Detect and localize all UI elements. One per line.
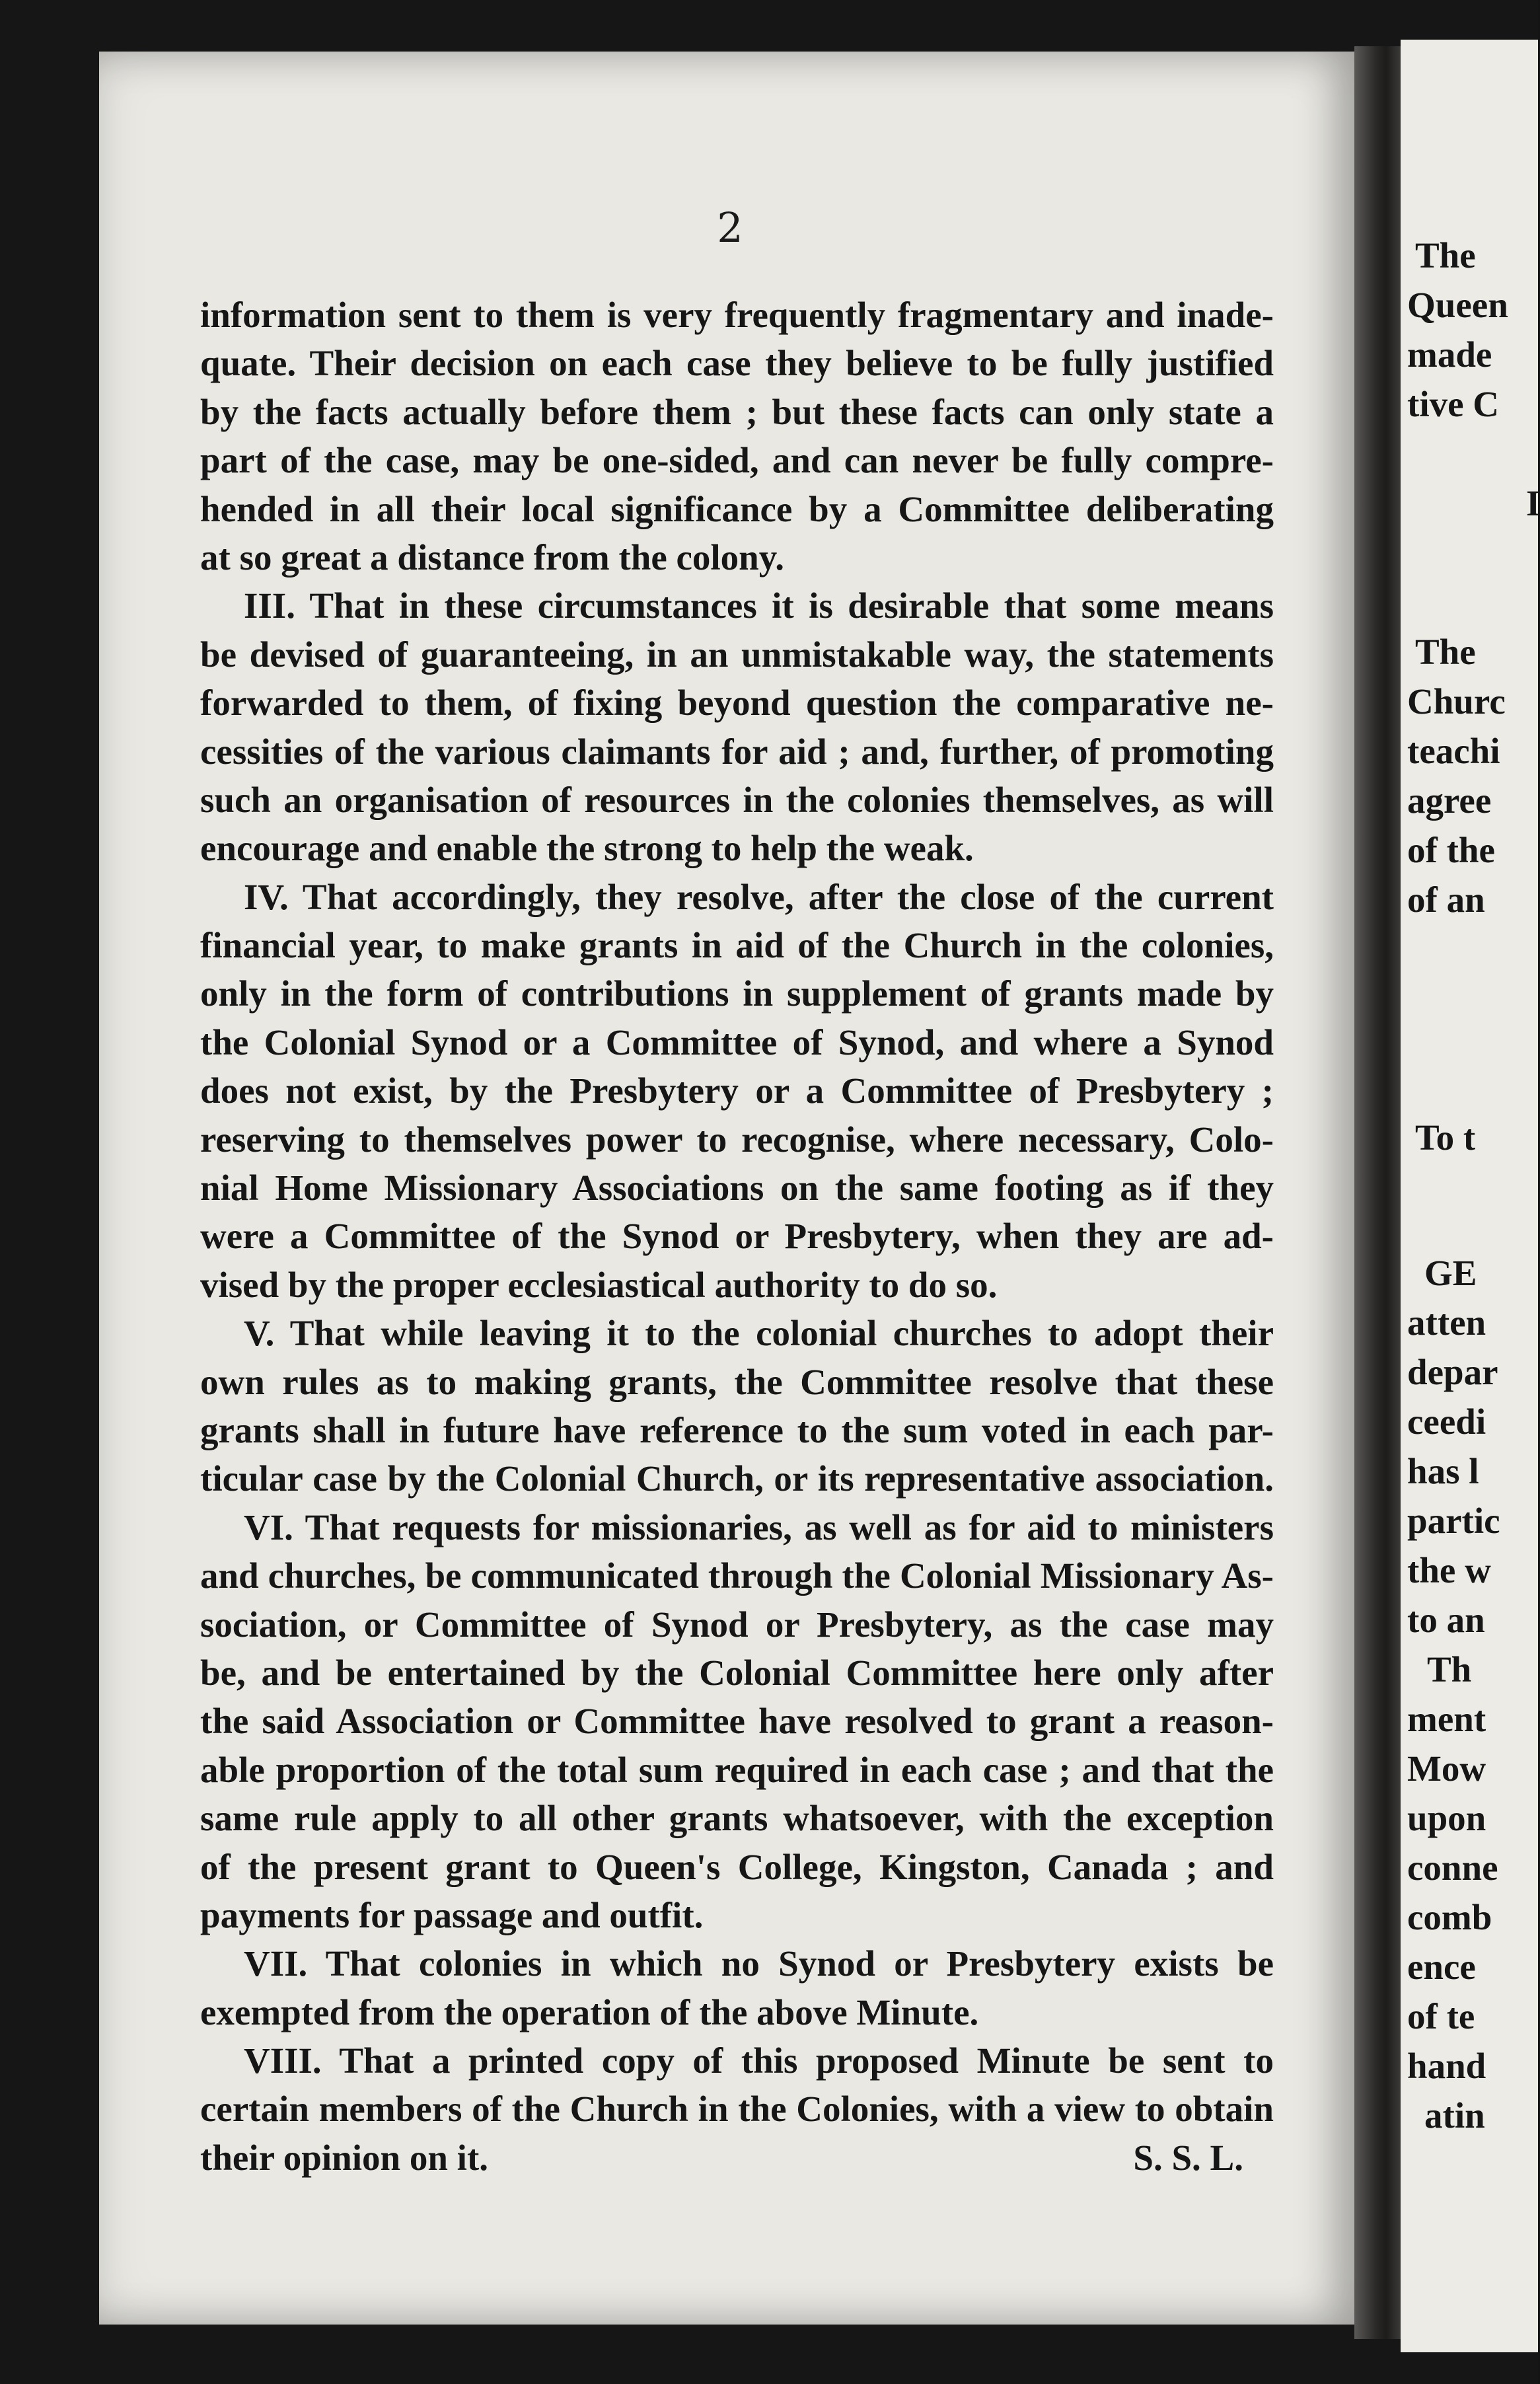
text-line: nial Home Missionary Associations on the same footing as if they — [200, 1168, 1274, 1209]
right-page-fragment: The — [1415, 632, 1476, 672]
text-line: exempted from the operation of the above Minute. — [200, 1992, 979, 2032]
signature-initials: S. S. L. — [1133, 2137, 1243, 2178]
right-page-fragment: The — [1415, 235, 1476, 276]
right-page-fragment: made — [1407, 334, 1492, 375]
text-line: the said Association or Committee have resolved to grant a reason- — [200, 1701, 1274, 1742]
text-line: vised by the proper ecclesiastical authority to do so. — [200, 1264, 998, 1305]
text-line: information sent to them is very frequently fragmentary and inade- — [200, 295, 1274, 335]
text-line: quate. Their decision on each case they believe to be fully justified — [200, 343, 1274, 384]
text-line: at so great a distance from the colony. — [200, 537, 784, 577]
right-page-fragment: agree — [1407, 780, 1492, 821]
text-line: same rule apply to all other grants whatsoever, with the exception — [200, 1798, 1274, 1839]
right-page-fragment: I — [1526, 483, 1540, 523]
right-page-fragment: Mow — [1407, 1748, 1486, 1789]
right-page-fragment: has l — [1407, 1451, 1479, 1491]
right-page-fragment: upon — [1407, 1798, 1486, 1838]
right-page-edge — [1401, 40, 1538, 2352]
text-line: own rules as to making grants, the Committee resolve that these — [200, 1361, 1274, 1402]
right-page-fragment: Churc — [1407, 681, 1506, 722]
page-body-text — [200, 291, 1274, 2182]
text-line: encourage and enable the strong to help the weak. — [200, 828, 974, 869]
text-line: III. That in these circumstances it is desirable that some means — [244, 585, 1274, 626]
text-line: such an organisation of resources in the colonies themselves, as will — [200, 779, 1274, 820]
text-line: of the present grant to Queen's College, Kingston, Canada ; and — [200, 1846, 1274, 1887]
text-line: were a Committee of the Synod or Presbytery, when they are ad- — [200, 1216, 1274, 1257]
right-page-fragment: of te — [1407, 1996, 1475, 2036]
text-line: the Colonial Synod or a Committee of Synod, and where a Synod — [200, 1022, 1274, 1062]
text-line: sociation, or Committee of Synod or Presbytery, as the case may — [200, 1604, 1274, 1645]
right-page-fragment: Th — [1427, 1649, 1472, 1690]
right-page-fragment: of the — [1407, 830, 1495, 870]
text-line: and churches, be communicated through the Colonial Missionary As- — [200, 1555, 1274, 1596]
right-page-fragment: tive C — [1407, 384, 1499, 424]
text-line: VII. That colonies in which no Synod or Presbytery exists be — [244, 1943, 1274, 1984]
closing-text: their opinion on it. — [200, 2137, 489, 2178]
right-page-fragment: to an — [1407, 1600, 1485, 1640]
text-line: forwarded to them, of fixing beyond question the comparative ne- — [200, 683, 1274, 724]
text-line: hended in all their local significance by a Committee deliberating — [200, 488, 1274, 529]
text-line: financial year, to make grants in aid of the Church in the colonies, — [200, 925, 1274, 966]
text-line: be devised of guaranteeing, in an unmistakable way, the statements — [200, 634, 1274, 675]
right-page-fragment: atin — [1424, 2095, 1485, 2136]
text-line: does not exist, by the Presbytery or a Committee of Presbytery ; — [200, 1070, 1274, 1111]
text-line: by the facts actually before them ; but these facts can only state a — [200, 391, 1274, 432]
right-page-fragment: teachi — [1407, 731, 1500, 771]
right-page-fragment: To t — [1415, 1117, 1476, 1158]
text-line: only in the form of contributions in supplement of grants made by — [200, 973, 1274, 1014]
text-line: IV. That accordingly, they resolve, after the close of the current — [244, 876, 1274, 917]
right-page-fragment: comb — [1407, 1897, 1492, 1937]
text-line: part of the case, may be one-sided, and can never be fully compre- — [200, 440, 1274, 481]
right-page-fragment: atten — [1407, 1302, 1486, 1343]
text-line: grants shall in future have reference to the sum voted in each par- — [200, 1409, 1274, 1450]
right-page-fragment: conne — [1407, 1847, 1498, 1888]
right-page-fragment: ceedi — [1407, 1401, 1486, 1442]
right-page-fragment: partic — [1407, 1501, 1500, 1541]
text-line: VIII. That a printed copy of this proposed Minute be sent to — [244, 2040, 1274, 2081]
right-page-fragment: hand — [1407, 2046, 1486, 2086]
right-page-fragment: ment — [1407, 1699, 1486, 1739]
right-page-fragment: the w — [1407, 1550, 1491, 1590]
right-page-fragment: GE — [1424, 1253, 1477, 1293]
text-line: able proportion of the total sum required in each case ; and that the — [200, 1749, 1274, 1790]
text-line: cessities of the various claimants for aid ; and, further, of promoting — [200, 731, 1274, 772]
text-line: V. That while leaving it to the colonial churches to adopt their — [244, 1313, 1274, 1354]
text-line: reserving to themselves power to recognise, where necessary, Colo- — [200, 1119, 1274, 1160]
page-number: 2 — [717, 204, 743, 252]
text-line: be, and be entertained by the Colonial Committee here only after — [200, 1652, 1274, 1693]
text-line: VI. That requests for missionaries, as well as for aid to ministers — [244, 1507, 1274, 1547]
right-page-fragment: depar — [1407, 1352, 1498, 1392]
closing-line — [200, 2134, 1274, 2182]
text-line: payments for passage and outfit. — [200, 1894, 704, 1935]
right-page-fragment: Queen — [1407, 285, 1508, 325]
book-gutter — [1354, 46, 1407, 2339]
right-page-fragment: ence — [1407, 1947, 1476, 1987]
text-line: ticular case by the Colonial Church, or its representative association. — [200, 1458, 1274, 1499]
right-page-fragment: of an — [1407, 879, 1485, 920]
text-line: certain members of the Church in the Colonies, with a view to obtain — [200, 2089, 1274, 2130]
